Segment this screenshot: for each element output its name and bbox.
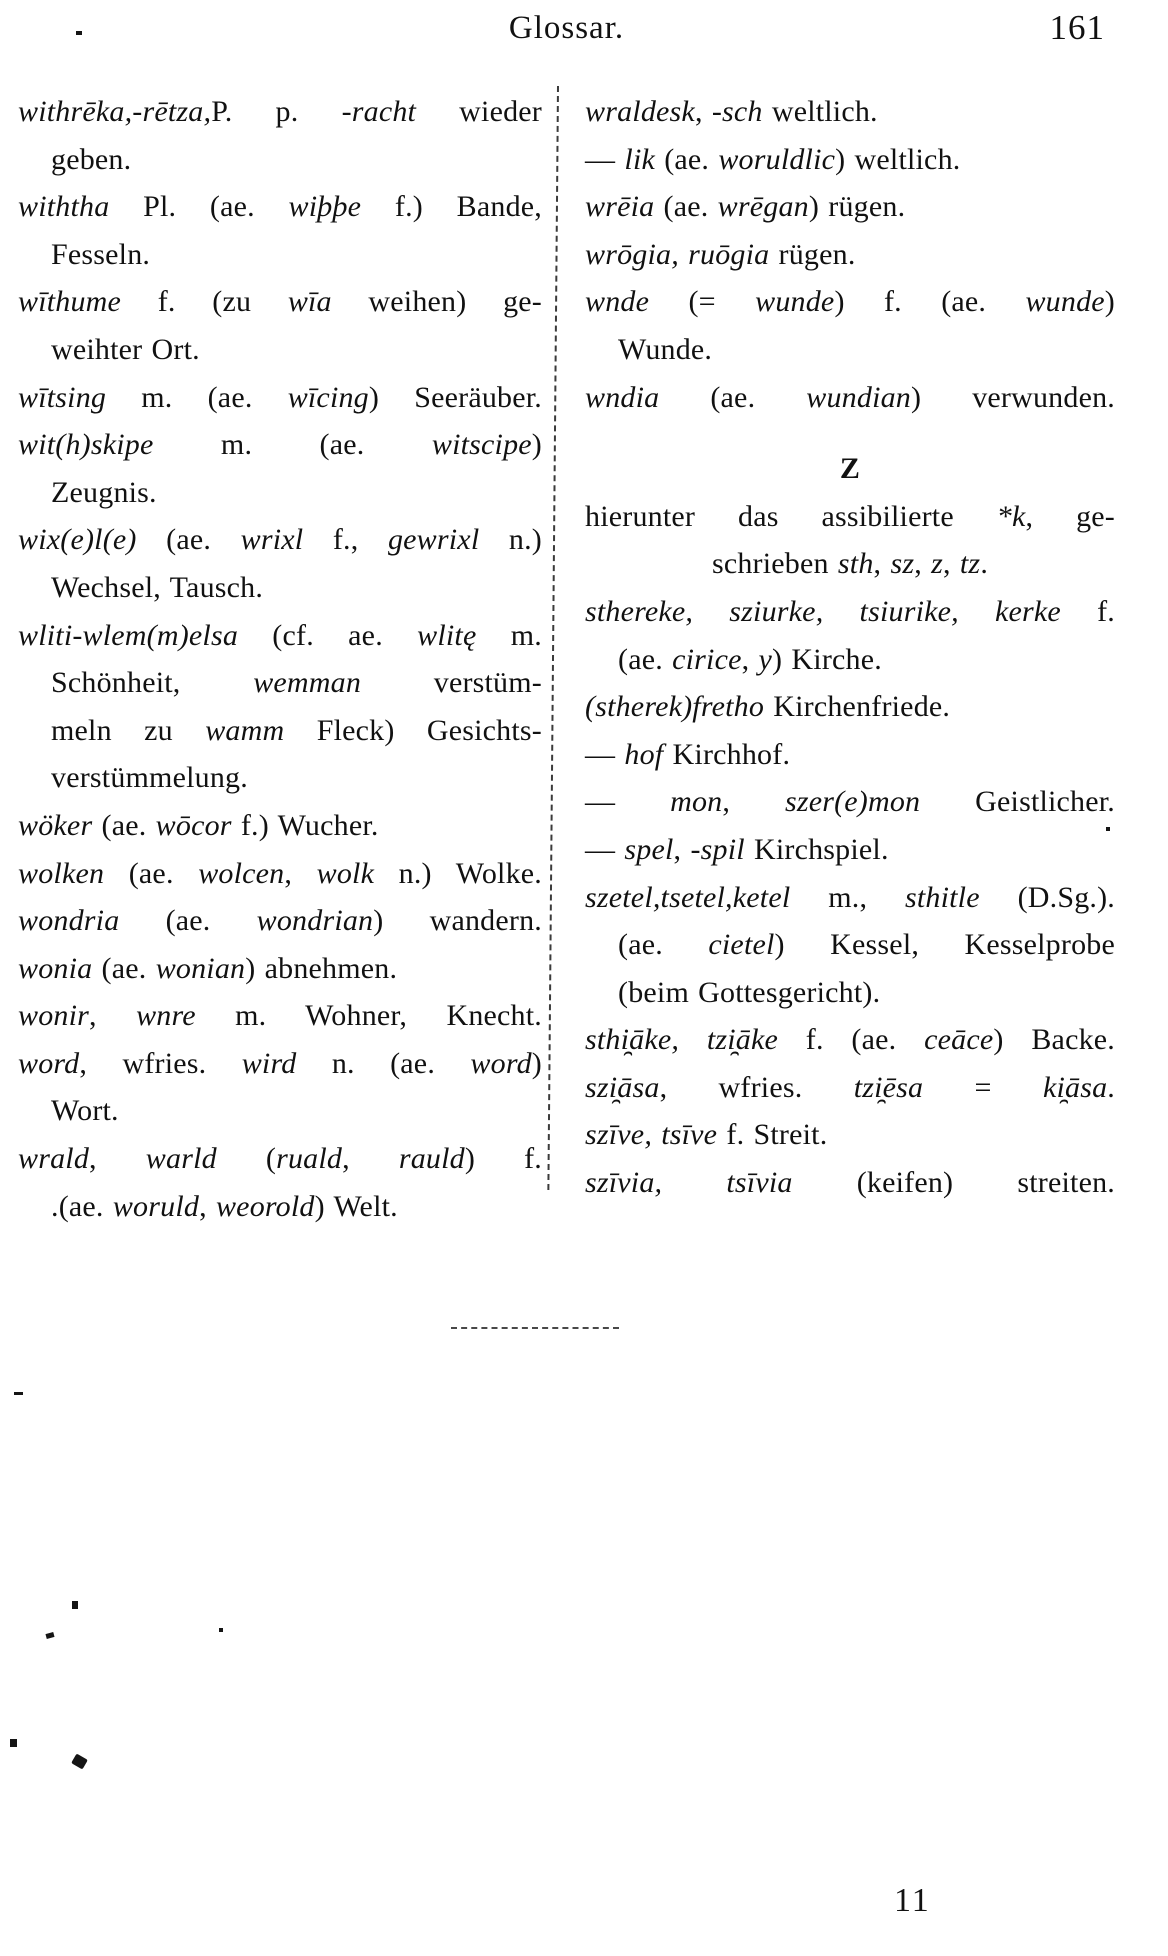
gloss-text: , xyxy=(199,1189,216,1223)
gloss-text: , wfries. xyxy=(659,1070,854,1104)
gloss-text: P. p. xyxy=(211,95,342,128)
gloss-text: m., xyxy=(790,880,905,914)
glossary-line xyxy=(585,278,1115,326)
glossary-line xyxy=(18,707,542,755)
gloss-text: m. (ae. xyxy=(106,380,288,414)
ink-speck xyxy=(76,31,82,35)
section-gap xyxy=(585,421,1115,445)
gloss-text: wieder xyxy=(416,95,543,128)
headword-text: wamm xyxy=(205,713,285,747)
headword-text: wrēia xyxy=(585,190,655,224)
headword-text: wundian xyxy=(806,380,912,414)
headword-text: word xyxy=(470,1046,532,1080)
gloss-text: verstüm- xyxy=(361,666,542,700)
headword-text: szīve, tsīve xyxy=(585,1118,718,1152)
gloss-text: , xyxy=(942,547,960,581)
headword-text: -sch xyxy=(711,95,763,128)
gloss-text: (ae. xyxy=(655,142,719,176)
glossary-line xyxy=(18,136,542,184)
gloss-text: ) f. (ae. xyxy=(834,285,1026,319)
glossary-line xyxy=(585,1159,1115,1207)
ink-speck xyxy=(72,1601,78,1609)
headword-text: wliti-wlem(m)elsa xyxy=(18,618,239,652)
gloss-text: ) Kessel, Kesselprobe xyxy=(774,928,1115,962)
headword-text: sthitle xyxy=(905,880,980,914)
gloss-text: rügen. xyxy=(769,237,856,271)
gloss-text: — xyxy=(585,737,625,771)
gloss-text: . xyxy=(1107,1070,1115,1104)
ink-speck xyxy=(14,1392,23,1395)
ink-speck xyxy=(219,1628,223,1632)
gloss-text: , xyxy=(873,547,891,581)
gloss-text: Fleck) Gesichts- xyxy=(284,713,542,747)
gloss-text: ) verwunden. xyxy=(911,380,1115,414)
gloss-text: , wfries. xyxy=(79,1046,242,1080)
gloss-text: f. (ae. xyxy=(778,1023,925,1057)
glossary-line xyxy=(18,1040,542,1088)
column-divider-rule xyxy=(547,86,559,1190)
glossary-line xyxy=(585,374,1115,422)
headword-text: withtha xyxy=(18,190,110,224)
gloss-text: n. (ae. xyxy=(296,1046,471,1080)
gloss-text: (ae. xyxy=(136,523,241,557)
glossary-line xyxy=(18,278,542,326)
gloss-text: f. Streit. xyxy=(717,1118,828,1152)
gloss-text: . xyxy=(980,547,989,581)
headword-text: lik xyxy=(624,142,655,176)
glossary-line xyxy=(18,1183,542,1231)
headword-text: hof xyxy=(624,737,664,771)
gloss-text: verstümmelung. xyxy=(51,761,248,795)
gloss-text: (ae. xyxy=(618,642,673,676)
gloss-text: (cf. ae. xyxy=(238,618,418,652)
gloss-text: f. xyxy=(1060,594,1116,628)
headword-text: wix(e)l(e) xyxy=(18,523,137,557)
headword-text: tzi̯ēsa xyxy=(853,1070,924,1104)
gloss-text: — xyxy=(585,785,671,819)
glossary-line xyxy=(585,136,1115,184)
gloss-text: m. xyxy=(476,618,542,652)
gloss-text: .(ae. xyxy=(51,1189,113,1223)
headword-text: wīcing xyxy=(287,380,369,414)
glossary-line xyxy=(585,183,1115,231)
glossary-line xyxy=(18,469,542,517)
ink-speck xyxy=(1106,827,1110,831)
column-left xyxy=(18,88,542,1230)
headword-text: sthereke, sziurke, tsiurike, kerke xyxy=(585,594,1061,628)
headword-text: warld xyxy=(145,1142,217,1176)
gloss-text: , xyxy=(741,642,759,676)
gloss-text: Kirchspiel. xyxy=(744,832,889,866)
headword-text: wnre xyxy=(136,999,196,1033)
glossary-line xyxy=(18,659,542,707)
headword-text: wird xyxy=(241,1046,297,1080)
glossary-line xyxy=(18,326,542,374)
gloss-text: m. (ae. xyxy=(153,428,432,462)
gloss-text: , xyxy=(89,1142,146,1176)
gloss-text: Wort. xyxy=(51,1094,119,1128)
column-right xyxy=(585,88,1115,1207)
glossary-line xyxy=(18,374,542,422)
gloss-text: n.) Wolke. xyxy=(374,856,543,890)
gloss-text: weihen) ge- xyxy=(331,285,542,319)
glossary-line xyxy=(585,588,1115,636)
gloss-text: ) f. xyxy=(464,1142,543,1176)
gloss-text: — xyxy=(585,142,625,176)
section-separator-rule xyxy=(451,1327,619,1329)
gloss-text: ) weltlich. xyxy=(835,142,961,176)
headword-text: rauld xyxy=(398,1142,465,1176)
headword-text: cietel xyxy=(708,928,775,962)
gloss-text: (ae. xyxy=(92,951,156,985)
headword-text: wiþþe xyxy=(288,190,362,224)
headword-text: wonir xyxy=(18,999,90,1033)
gloss-text: ) xyxy=(531,428,542,462)
glossary-line xyxy=(18,564,542,612)
gloss-text: (ae. xyxy=(618,928,709,962)
gloss-text: f., xyxy=(303,523,388,557)
gloss-text: Zeugnis. xyxy=(51,475,157,509)
glossary-line xyxy=(18,421,542,469)
gloss-text: (ae. xyxy=(92,808,156,842)
gloss-text: (D.Sg.). xyxy=(979,880,1115,914)
gloss-text: ) Seeräuber. xyxy=(368,380,542,414)
glossary-line xyxy=(585,969,1115,1017)
glossary-line xyxy=(585,921,1115,969)
page-title: Glossar. xyxy=(508,10,625,46)
glossary-line xyxy=(585,326,1115,374)
running-head xyxy=(18,10,1115,54)
glossary-line xyxy=(585,231,1115,279)
gloss-text: Geistlicher. xyxy=(920,785,1116,819)
gloss-text: (keifen) streiten. xyxy=(792,1166,1115,1200)
ink-speck xyxy=(45,1632,54,1639)
headword-text: wrōgia, ruōgia xyxy=(585,237,770,271)
headword-text: wolk xyxy=(316,856,375,890)
gloss-text: , xyxy=(914,547,932,581)
ink-speck xyxy=(10,1739,17,1747)
glossary-line xyxy=(585,1016,1115,1064)
headword-text: wrixl xyxy=(240,523,304,557)
gloss-text: (= xyxy=(649,285,756,319)
signature-mark: 11 xyxy=(894,1882,931,1919)
glossary-line xyxy=(585,540,1115,588)
gloss-text: Schönheit, xyxy=(51,666,254,700)
headword-text: z xyxy=(931,547,943,581)
headword-text: wonian xyxy=(155,951,246,985)
headword-text: sthi̯āke, tzi̯āke xyxy=(585,1023,779,1057)
gloss-text: (beim Gottesgericht). xyxy=(618,975,881,1009)
gloss-text: (ae. xyxy=(659,380,807,414)
headword-text: ki̯āsa xyxy=(1042,1070,1108,1104)
gloss-text: hierunter das assibilierte xyxy=(585,499,997,533)
headword-text: szi̯āsa xyxy=(585,1070,660,1104)
gloss-text: weltlich. xyxy=(762,95,878,128)
gloss-text: ) Backe. xyxy=(993,1023,1115,1057)
gloss-text: (ae. xyxy=(119,904,257,938)
gloss-text: — xyxy=(585,832,625,866)
glossary-line xyxy=(585,493,1115,541)
gloss-text: schrieben xyxy=(711,547,838,581)
ink-speck xyxy=(71,1753,88,1769)
headword-text: woruldlic xyxy=(718,142,836,176)
headword-text: -spil xyxy=(690,832,745,866)
glossary-line xyxy=(18,897,542,945)
headword-text: wolcen xyxy=(198,856,285,890)
headword-text: wītsing xyxy=(18,380,107,414)
gloss-text: , ge- xyxy=(1025,499,1115,533)
gloss-text: Pl. (ae. xyxy=(109,190,289,224)
glossary-line xyxy=(585,778,1115,826)
glossary-line xyxy=(18,1135,542,1183)
gloss-text: ) abnehmen. xyxy=(245,951,398,985)
headword-text: ruald xyxy=(276,1142,343,1176)
headword-text: ceāce xyxy=(924,1023,994,1057)
headword-text: szer(e)mon xyxy=(784,785,921,819)
gloss-text: ( xyxy=(216,1142,277,1176)
gloss-text: Fesseln. xyxy=(51,237,151,271)
headword-text: wraldesk xyxy=(585,95,695,128)
headword-text: wrēgan xyxy=(717,190,809,224)
gloss-text: (ae. xyxy=(654,190,718,224)
glossary-line xyxy=(18,802,542,850)
section-letter: Z xyxy=(839,452,861,486)
gloss-text: f.) Bande, xyxy=(361,190,542,224)
headword-text: wonia xyxy=(18,951,93,985)
gloss-text: ) Kirche. xyxy=(772,642,882,676)
headword-text: szetel,tsetel,ketel xyxy=(585,880,791,914)
headword-text: wnde xyxy=(585,285,650,319)
headword-text: *k xyxy=(996,499,1026,533)
gloss-text: Kirchenfriede. xyxy=(764,690,951,724)
glossary-line xyxy=(18,1087,542,1135)
gloss-text: , xyxy=(342,1142,399,1176)
headword-text: sz xyxy=(890,547,915,581)
headword-text: withrēka,-rētza, xyxy=(18,95,212,128)
glossary-line xyxy=(585,826,1115,874)
glossary-line xyxy=(18,516,542,564)
page-number: 161 xyxy=(1049,8,1105,47)
glossary-line xyxy=(585,731,1115,779)
gloss-text: f. (zu xyxy=(121,285,288,319)
gloss-text: ) xyxy=(1104,285,1115,319)
headword-text: wemman xyxy=(253,666,362,700)
glossary-line xyxy=(585,1111,1115,1159)
gloss-text: (ae. xyxy=(104,856,199,890)
gloss-text: meln zu xyxy=(51,713,206,747)
gloss-text: Wechsel, Tausch. xyxy=(51,570,264,604)
gloss-text: ) rügen. xyxy=(808,190,906,224)
gloss-text: , xyxy=(89,999,137,1033)
glossary-line xyxy=(18,945,542,993)
gloss-text: , xyxy=(722,785,785,819)
gloss-text: ) Welt. xyxy=(314,1189,398,1223)
headword-text: wrald xyxy=(18,1142,90,1176)
headword-text: wunde xyxy=(755,285,835,319)
glossary-line xyxy=(585,445,1115,493)
glossary-line xyxy=(18,754,542,802)
gloss-text: , xyxy=(673,832,691,866)
headword-text: wolken xyxy=(18,856,105,890)
gloss-text: ) wandern. xyxy=(373,904,542,938)
glossary-line xyxy=(585,683,1115,731)
gloss-text: Kirchhof. xyxy=(663,737,791,771)
gloss-text: f.) Wucher. xyxy=(231,808,379,842)
gloss-text: weihter Ort. xyxy=(51,332,200,366)
headword-text: wndia xyxy=(585,380,660,414)
glossary-line xyxy=(18,992,542,1040)
headword-text: sth xyxy=(837,547,874,581)
headword-text: wondrian xyxy=(256,904,374,938)
headword-text: woruld xyxy=(112,1189,200,1223)
gloss-text: geben. xyxy=(51,142,132,176)
headword-text: szīvia, tsīvia xyxy=(585,1166,793,1200)
glossary-line xyxy=(585,636,1115,684)
gloss-text: = xyxy=(923,1070,1043,1104)
headword-text: word xyxy=(18,1046,80,1080)
glossary-line xyxy=(18,612,542,660)
headword-text: wondria xyxy=(18,904,120,938)
gloss-text: n.) xyxy=(479,523,542,557)
glossary-line xyxy=(18,850,542,898)
glossary-line xyxy=(18,88,542,136)
gloss-text: Wunde. xyxy=(618,332,713,366)
glossary-line xyxy=(585,88,1115,136)
gloss-text: , xyxy=(694,95,712,128)
headword-text: -racht xyxy=(341,95,417,128)
gloss-text: m. Wohner, Knecht. xyxy=(195,999,542,1033)
gloss-text: ) xyxy=(531,1046,542,1080)
glossary-line xyxy=(585,1064,1115,1112)
headword-text: wöker xyxy=(18,808,93,842)
glossary-line xyxy=(18,231,542,279)
headword-text: wīthume xyxy=(18,285,122,319)
headword-text: spel xyxy=(624,832,674,866)
headword-text: wlitę xyxy=(417,618,477,652)
headword-text: tz xyxy=(959,547,981,581)
headword-text: gewrixl xyxy=(387,523,480,557)
gloss-text: , xyxy=(284,856,317,890)
headword-text: weorold xyxy=(215,1189,315,1223)
headword-text: witscipe xyxy=(431,428,532,462)
headword-text: wīa xyxy=(287,285,332,319)
headword-text: wit(h)skipe xyxy=(18,428,154,462)
glossary-line xyxy=(18,183,542,231)
headword-text: cirice xyxy=(672,642,742,676)
headword-text: wunde xyxy=(1025,285,1105,319)
headword-text: wōcor xyxy=(155,808,232,842)
headword-text: mon xyxy=(670,785,723,819)
headword-text: (stherek)fretho xyxy=(585,690,765,724)
headword-text: y xyxy=(758,642,773,676)
glossary-line xyxy=(585,874,1115,922)
